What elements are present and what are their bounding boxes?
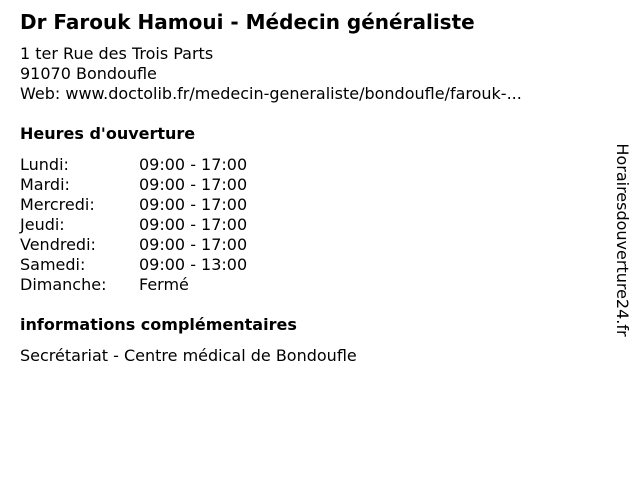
hours-day: Jeudi:	[20, 215, 65, 234]
hours-time: 09:00 - 13:00	[139, 255, 248, 274]
hours-time: Fermé	[139, 275, 189, 294]
hours-row-sunday	[20, 275, 600, 295]
hours-day: Vendredi:	[20, 235, 96, 254]
listing-page	[20, 10, 600, 366]
hours-day: Samedi:	[20, 255, 86, 274]
hours-time: 09:00 - 17:00	[139, 235, 248, 254]
hours-day: Lundi:	[20, 155, 69, 174]
hours-day: Mercredi:	[20, 195, 95, 214]
hours-row-thursday	[20, 215, 600, 235]
hours-time: 09:00 - 17:00	[139, 175, 248, 194]
hours-time: 09:00 - 17:00	[139, 195, 248, 214]
address-city: 91070 Bondoufle	[20, 64, 157, 83]
info-heading: informations complémentaires	[20, 315, 297, 334]
hours-table	[20, 155, 600, 295]
hours-day: Dimanche:	[20, 275, 107, 294]
address-street: 1 ter Rue des Trois Parts	[20, 44, 214, 63]
side-brand-label: Horairesdouverture24.fr	[613, 143, 632, 337]
info-text: Secrétariat - Centre médical de Bondoufle	[20, 346, 357, 365]
hours-row-saturday	[20, 255, 600, 275]
address-web: Web: www.doctolib.fr/medecin-generaliste/bondoufle/farouk-...	[20, 84, 522, 103]
hours-row-tuesday	[20, 175, 600, 195]
hours-row-monday	[20, 155, 600, 175]
hours-row-wednesday	[20, 195, 600, 215]
hours-heading: Heures d'ouverture	[20, 124, 196, 143]
hours-time: 09:00 - 17:00	[139, 215, 248, 234]
page-title: Dr Farouk Hamoui - Médecin généraliste	[20, 10, 475, 34]
address-block	[20, 44, 600, 104]
hours-day: Mardi:	[20, 175, 70, 194]
hours-time: 09:00 - 17:00	[139, 155, 248, 174]
hours-row-friday	[20, 235, 600, 255]
